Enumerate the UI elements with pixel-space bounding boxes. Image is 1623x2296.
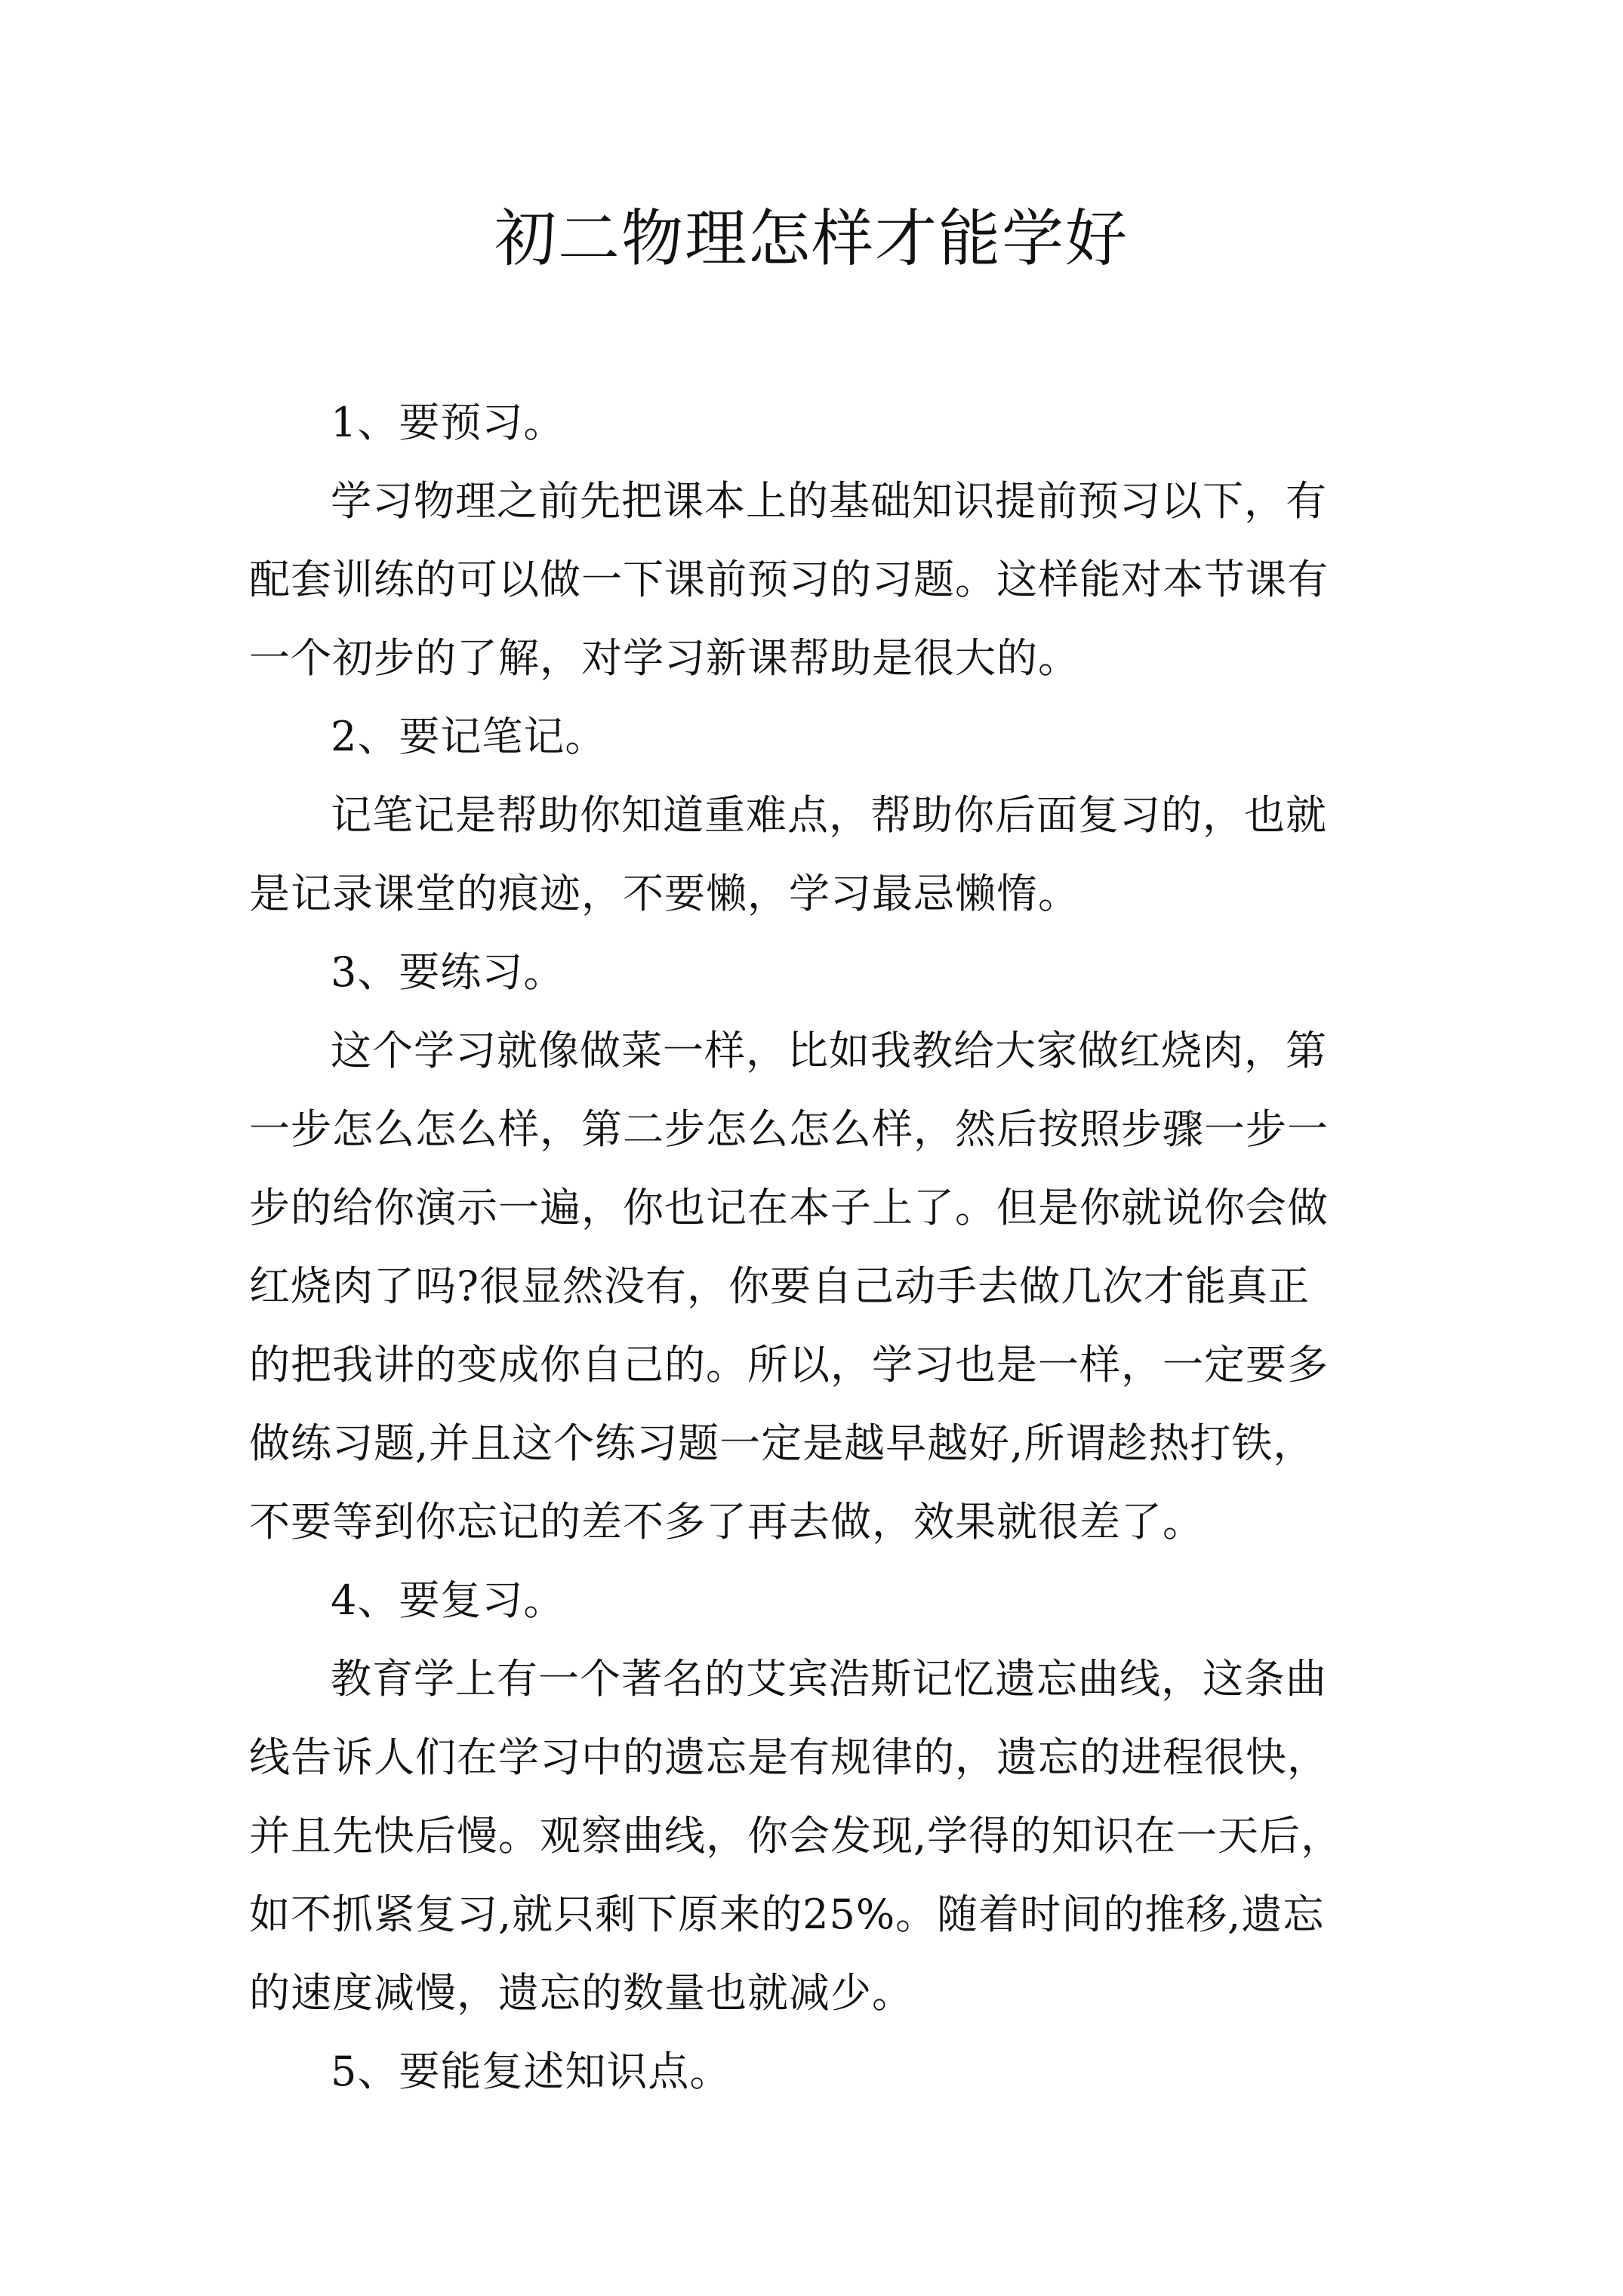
paragraph-line: 步的给你演示一遍，你也记在本子上了。但是你就说你会做 xyxy=(249,1184,1329,1231)
section-heading: 3、要练习。 xyxy=(331,948,565,996)
document-body xyxy=(249,384,1381,2111)
paragraph-line: 红烧肉了吗?很显然没有，你要自己动手去做几次才能真正 xyxy=(249,1262,1310,1310)
paragraph-line: 是记录课堂的痕迹，不要懒，学习最忌懒惰。 xyxy=(249,870,1079,917)
paragraph-line: 并且先快后慢。观察曲线，你会发现,学得的知识在一天后， xyxy=(249,1812,1343,1860)
paragraph-line: 学习物理之前先把课本上的基础知识提前预习以下，有 xyxy=(331,477,1327,525)
paragraph-line: 做练习题,并且这个练习题一定是越早越好,所谓趁热打铁， xyxy=(249,1419,1315,1467)
paragraph-line: 记笔记是帮助你知道重难点，帮助你后面复习的，也就 xyxy=(331,791,1327,839)
paragraph-line: 的把我讲的变成你自己的。所以，学习也是一样，一定要多 xyxy=(249,1341,1329,1388)
document-title: 初二物理怎样才能学好 xyxy=(494,203,1129,275)
paragraph-line: 这个学习就像做菜一样，比如我教给大家做红烧肉，第 xyxy=(331,1027,1327,1074)
paragraph-line: 的速度减慢，遗忘的数量也就减少。 xyxy=(249,1969,913,2017)
paragraph-line: 不要等到你忘记的差不多了再去做，效果就很差了。 xyxy=(249,1498,1204,1546)
paragraph-line: 线告诉人们在学习中的遗忘是有规律的，遗忘的进程很快， xyxy=(249,1734,1329,1781)
section-heading: 1、要预习。 xyxy=(331,399,565,446)
paragraph-line: 配套训练的可以做一下课前预习的习题。这样能对本节课有 xyxy=(249,556,1329,603)
paragraph-line: 一个初步的了解，对学习新课帮助是很大的。 xyxy=(249,634,1079,682)
paragraph-line: 如不抓紧复习,就只剩下原来的25%。随着时间的推移,遗忘 xyxy=(249,1891,1325,1938)
section-heading: 5、要能复述知识点。 xyxy=(331,2048,731,2095)
paragraph-line: 教育学上有一个著名的艾宾浩斯记忆遗忘曲线，这条曲 xyxy=(331,1655,1327,1703)
section-heading: 4、要复习。 xyxy=(331,1576,565,1624)
paragraph-line: 一步怎么怎么样，第二步怎么怎么样，然后按照步骤一步一 xyxy=(249,1105,1329,1153)
section-heading: 2、要记笔记。 xyxy=(331,713,607,760)
